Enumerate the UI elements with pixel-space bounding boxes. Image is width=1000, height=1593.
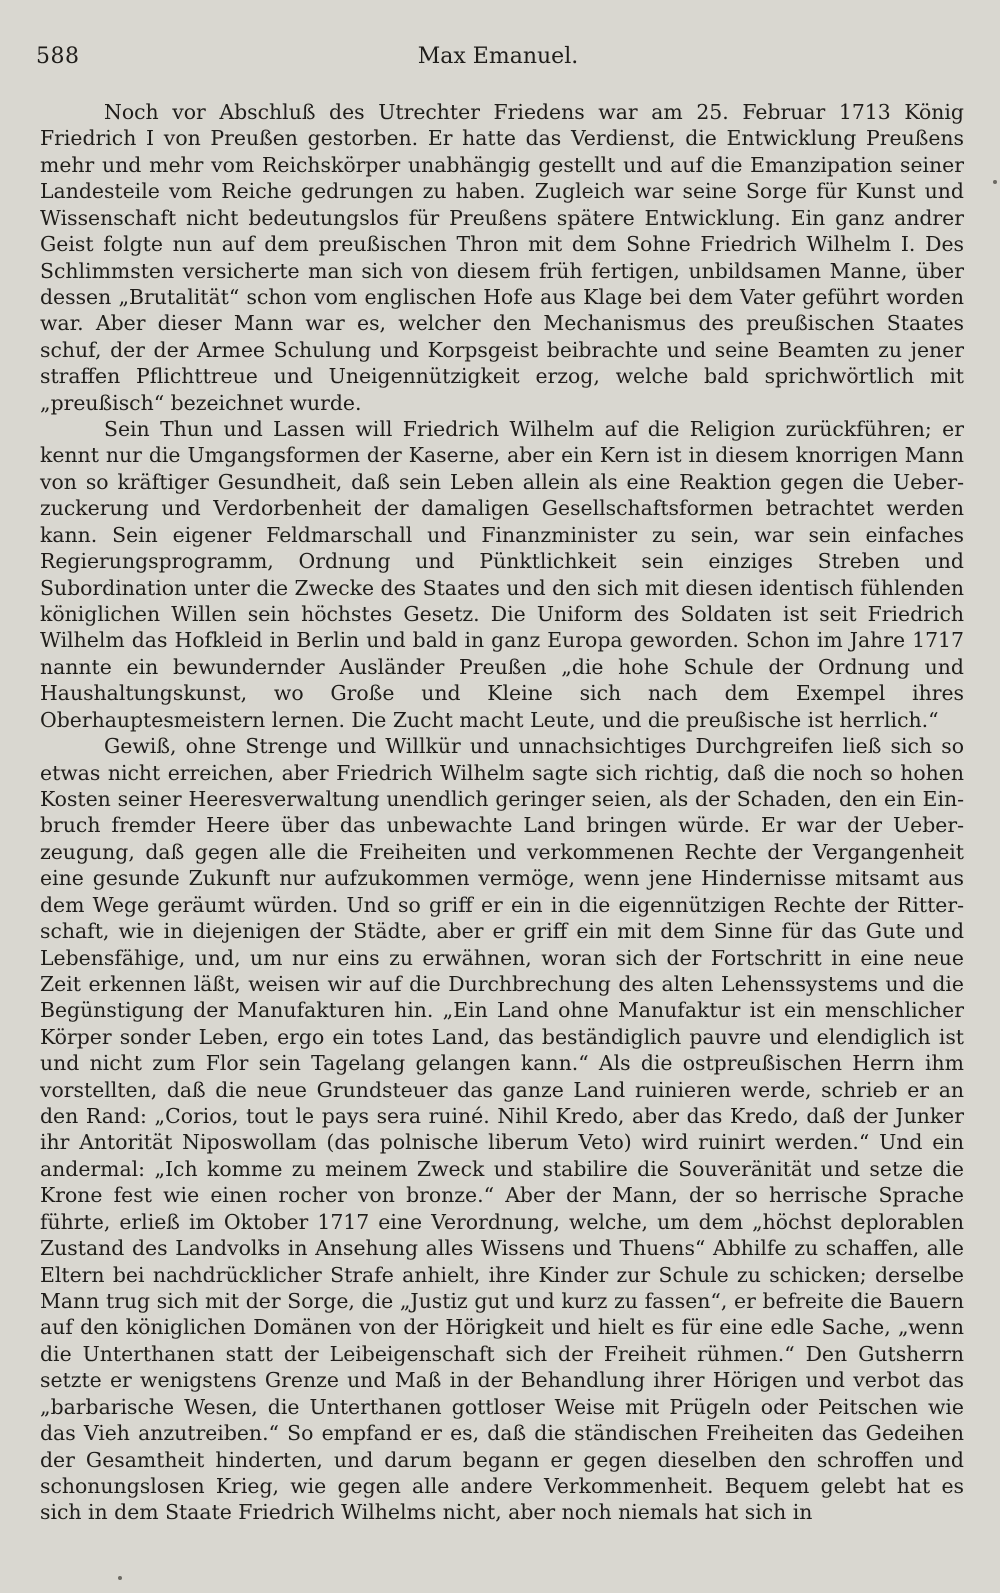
paragraph-2: Sein Thun und Lassen will Friedrich Wilhelm auf die Religion zurückführen; er kennt nur die Umgangsformen der Kaserne, aber ein Kern ist in diesem knorrigen Mann von so kräftiger Gesundheit, daß sein Leben allein als eine Reaktion gegen die Ueberzuckerung und Verdorbenheit der damaligen Gesellschaftsformen betrachtet werden kann. Sein eigener Feldmarschall und Finanzminister zu sein, war sein einfaches Regierungsprogramm, Ordnung und Pünktlichkeit sein einziges Streben und Subordination unter die Zwecke des Staates und den sich mit diesen identisch fühlenden königlichen Willen sein höchstes Gesetz. Die Uniform des Soldaten ist seit Friedrich Wilhelm das Hofkleid in Berlin und bald in ganz Europa geworden. Schon im Jahre 1717 nannte ein bewundernder Ausländer Preußen „die hohe Schule der Ordnung und Haushaltungskunst, wo Große und Kleine sich nach dem Exempel ihres Oberhauptesmeistern lernen. Die Zucht macht Leute, und die preußische ist herrlich.“	[40, 417, 964, 732]
body-text	[40, 99, 964, 1526]
paper-speck	[993, 180, 997, 184]
running-title: Max Emanuel.	[417, 44, 579, 69]
paragraph-3: Gewiß, ohne Strenge und Willkür und unnachsichtiges Durchgreifen ließ sich so etwas nicht erreichen, aber Friedrich Wilhelm sagte sich richtig, daß die noch so hohen Kosten seiner Heeresverwaltung unendlich geringer seien, als der Schaden, den ein Einbruch fremder Heere über das unbewachte Land bringen würde. Er war der Ueberzeugung, daß gegen alle die Freiheiten und verkommenen Rechte der Vergangenheit eine gesunde Zukunft nur aufzukommen vermöge, wenn jene Hindernisse mitsamt aus dem Wege geräumt würden. Und so griff er ein in die eigennützigen Rechte der Ritterschaft, wie in diejenigen der Städte, aber er griff ein mit dem Sinne für das Gute und Lebensfähige, und, um nur eins zu erwähnen, woran sich der Fortschritt in eine neue Zeit erkennen läßt, weisen wir auf die Durchbrechung des alten Lehenssystems und die Begünstigung der Manufakturen hin. „Ein Land ohne Manufaktur ist ein menschlicher Körper sonder Leben, ergo ein totes Land, das beständiglich pauvre und elendiglich ist und nicht zum Flor sein Tagelang gelangen kann.“ Als die ostpreußischen Herrn ihm vorstellten, daß die neue Grundsteuer das ganze Land ruinieren werde, schrieb er an den Rand: „Corios, tout le pays sera ruiné. Nihil Kredo, aber das Kredo, daß der Junker ihr Antorität Niposwollam (das polnische liberum Veto) wird ruinirt werden.“ Und ein andermal: „Ich komme zu meinem Zweck und stabilire die Souveränität und setze die Krone fest wie einen rocher von bronze.“ Aber der Mann, der so herrische Sprache führte, erließ im Oktober 1717 eine Verordnung, welche, um dem „höchst deplorablen Zustand des Landvolks in Ansehung alles Wissens und Thuens“ Abhilfe zu schaffen, alle Eltern bei nachdrücklicher Strafe anhielt, ihre Kinder zur Schule zu schicken; derselbe Mann trug sich mit der Sorge, die „Justiz gut und kurz zu fassen“, er befreite die Bauern auf den königlichen Domänen von der Hörigkeit und hielt es für eine edle Sache, „wenn die Unterthanen statt der Leibeigenschaft sich der Freiheit rühmen.“ Den Gutsherrn setzte er wenigstens Grenze und Maß in der Behandlung ihrer Hörigen und verbot das „barbarische Wesen, die Unterthanen gottloser Weise mit Prügeln oder Peitschen wie das Vieh anzutreiben.“ So empfand er es, daß die ständischen Freiheiten das Gedeihen der Gesamtheit hinderten, und darum begann er gegen dieselben den schroffen und schonungslosen Krieg, wie gegen alle andere Verkommenheit. Bequem gelebt hat es sich in dem Staate Friedrich Wilhelms nicht, aber noch niemals hat sich in	[40, 734, 964, 1525]
paper-speck	[118, 1576, 122, 1580]
paragraph-1: Noch vor Abschluß des Utrechter Friedens war am 25. Februar 1713 König Friedrich I von Preußen gestorben. Er hatte das Verdienst, die Entwicklung Preußens mehr und mehr vom Reichskörper unabhängig gestellt und auf die Emanzipation seiner Landesteile vom Reiche gedrungen zu haben. Zugleich war seine Sorge für Kunst und Wissenschaft nicht bedeutungslos für Preußens spätere Entwicklung. Ein ganz andrer Geist folgte nun auf dem preußischen Thron mit dem Sohne Friedrich Wilhelm I. Des Schlimmsten versicherte man sich von diesem früh fertigen, unbildsamen Manne, über dessen „Brutalität“ schon vom englischen Hofe aus Klage bei dem Vater geführt worden war. Aber dieser Mann war es, welcher den Mechanismus des preußischen Staates schuf, der der Armee Schulung und Korpsgeist beibrachte und seine Beamten zu jener straffen Pflichttreue und Uneigennützigkeit erzog, welche bald sprichwörtlich mit „preußisch“ bezeichnet wurde.	[40, 100, 964, 415]
page-header	[36, 44, 960, 74]
page-number: 588	[36, 44, 80, 69]
